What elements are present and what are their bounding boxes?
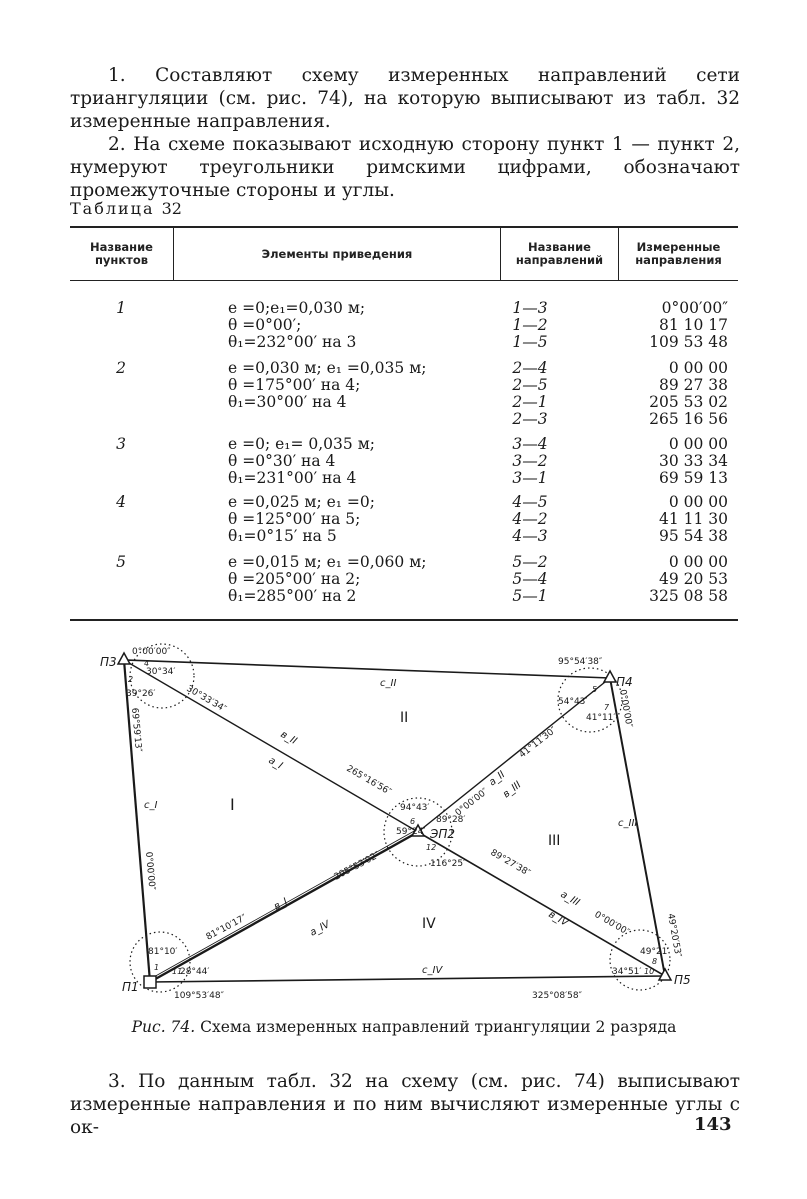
row-element: e =0;e₁=0,030 м;	[228, 299, 366, 317]
row-value: 30 33 34	[658, 452, 728, 470]
side-b4: в_IV	[546, 909, 570, 929]
row-direction: 1—3	[512, 299, 548, 317]
row-element: θ₁=30°00′ на 4	[228, 393, 347, 411]
dir-p4-mid: 41°11′30″	[517, 725, 559, 761]
row-direction: 4—2	[512, 510, 548, 528]
row-direction: 3—4	[512, 435, 548, 453]
dir-p4-zero: 0°00′00″	[617, 688, 634, 729]
row-point: 2	[116, 359, 126, 377]
row-element: θ₁=0°15′ на 5	[228, 527, 337, 545]
side-b3: в_III	[501, 779, 524, 801]
angle-12: 49°21′	[640, 947, 670, 957]
row-value: 265 16 56	[649, 410, 728, 428]
paragraph-1: 1. Составляют схему измеренных направлений сети триангуляции (см. рис. 74), на которую выписывают из табл. 32 измеренные направления.	[70, 65, 740, 132]
row-element: θ₁=232°00′ на 3	[228, 333, 357, 351]
table-32	[70, 226, 738, 620]
row-element: θ =175°00′ на 4;	[228, 376, 361, 394]
row-point: 3	[116, 435, 126, 453]
row-point: 1	[116, 299, 126, 317]
label-p3: П3	[100, 655, 117, 669]
dir-c-to3: 265°16′56″	[344, 763, 393, 798]
row-value: 109 53 48	[649, 333, 728, 351]
dir-p4-top: 95°54′38″	[558, 657, 603, 667]
side-a3: a_III	[558, 889, 582, 909]
row-value: 95 54 38	[658, 527, 728, 545]
row-direction: 2—5	[512, 376, 548, 394]
row-element: e =0; e₁= 0,035 м;	[228, 435, 375, 453]
row-direction: 3—1	[512, 469, 548, 487]
angle-5: 41°11′	[586, 713, 616, 723]
row-value: 205 53 02	[649, 393, 728, 411]
row-element: e =0,025 м; e₁ =0;	[228, 493, 375, 511]
angle-num: 2	[128, 675, 134, 684]
row-value: 0 00 00	[668, 359, 728, 377]
row-value: 0 00 00	[668, 493, 728, 511]
label-p5: П5	[674, 973, 691, 987]
row-element: θ₁=285°00′ на 2	[228, 587, 357, 605]
angle-6: 94°43′	[400, 803, 430, 813]
row-value: 49 20 53	[658, 570, 728, 588]
row-direction: 2—1	[512, 393, 548, 411]
angle-11: 28°44′	[180, 967, 210, 977]
row-direction: 5—1	[512, 587, 548, 605]
angle-num: 8	[652, 957, 658, 966]
header-elements: Элементы приведения	[261, 247, 413, 261]
row-direction: 5—4	[512, 570, 548, 588]
row-direction: 2—4	[512, 359, 548, 377]
angle-num: 7	[604, 703, 610, 712]
side-b2: в_II	[278, 729, 299, 747]
angle-4: 54°43′	[558, 697, 588, 707]
angle-3: 30°34′	[146, 667, 176, 677]
row-element: θ =125°00′ на 5;	[228, 510, 361, 528]
angle-9: 116°25′	[430, 859, 466, 869]
side-b1: в_I	[272, 896, 290, 913]
row-element: θ =205°00′ на 2;	[228, 570, 361, 588]
dir-p5-zero: 0°00′00″	[592, 909, 631, 938]
dir-p1-mid: 81°10′17″	[204, 913, 249, 943]
angle-1: 81°10′	[148, 947, 178, 957]
side-c2: c_II	[380, 678, 397, 689]
angle-num: 4	[144, 659, 150, 668]
row-value: 0 00 00	[668, 553, 728, 571]
dir-p5-mid: 49°20′53″	[665, 912, 683, 959]
row-element: θ =0°00′;	[228, 316, 302, 334]
angle-num: 6	[410, 817, 416, 826]
angle-2: 39°26′	[126, 689, 156, 699]
side-a4: a_IV	[308, 919, 332, 939]
triangle-3: III	[548, 833, 561, 849]
row-direction: 3—2	[512, 452, 548, 470]
dir-p3-mid: 30°33′34″	[184, 683, 228, 715]
row-direction: 4—3	[512, 527, 548, 545]
row-value: 89 27 38	[658, 376, 728, 394]
triangulation-diagram	[100, 640, 740, 1010]
dir-p3-left: 69°59′13″	[129, 707, 143, 753]
label-center: ЭП2	[430, 827, 456, 841]
angle-10: 34°51′	[612, 967, 642, 977]
paragraph-2: 2. На схеме показывают исходную сторону пункт 1 — пункт 2, нумеруют треугольники римскими цифрами, обозначают промежуточные стороны и углы.	[70, 134, 740, 201]
row-value: 0°00′00″	[661, 299, 728, 317]
row-value: 81 10 17	[658, 316, 728, 334]
angle-num: 11	[172, 967, 183, 976]
dir-c-to4: 0°00′00″	[453, 786, 491, 819]
angle-8: 89°28′	[436, 815, 466, 825]
row-value: 69 59 13	[658, 469, 728, 487]
angle-num: 12	[426, 843, 437, 852]
side-a1: a_I	[266, 755, 285, 772]
angle-num: 10	[644, 967, 655, 976]
row-value: 325 08 58	[649, 587, 728, 605]
row-direction: 1—5	[512, 333, 548, 351]
row-point: 5	[116, 553, 126, 571]
triangle-4: IV	[422, 916, 436, 932]
row-value: 0 00 00	[668, 435, 728, 453]
dir-p5-bottom: 325°08′58″	[532, 991, 582, 1001]
label-p4: П4	[616, 675, 633, 689]
side-c4: c_IV	[422, 965, 443, 976]
triangle-2: II	[400, 710, 409, 726]
side-c3: c_III	[618, 818, 638, 829]
header-measured: Измеренные направления	[635, 240, 722, 267]
dir-c-to1: 205°53′02″	[332, 850, 382, 883]
row-direction: 5—2	[512, 553, 548, 571]
angle-7: 59°24′	[396, 827, 426, 837]
row-value: 41 11 30	[658, 510, 728, 528]
row-element: θ =0°30′ на 4	[228, 452, 336, 470]
row-element: θ₁=231°00′ на 4	[228, 469, 357, 487]
angle-num: 5	[592, 685, 598, 694]
angle-num: 1	[154, 963, 160, 972]
paragraph-3: 3. По данным табл. 32 на схему (см. рис. 74) выписывают измеренные направления и по ним вычисляют измеренные углы с ок-	[70, 1071, 740, 1138]
dir-p1-bottom: 109°53′48″	[174, 991, 224, 1001]
row-direction: 4—5	[512, 493, 548, 511]
side-c1: c_I	[144, 800, 158, 811]
row-point: 4	[116, 493, 126, 511]
header-point: Название пунктов	[90, 240, 153, 267]
row-direction: 2—3	[512, 410, 548, 428]
page-number: 143	[694, 1114, 732, 1135]
dir-p1-zero: 0°00′00″	[143, 851, 157, 891]
row-element: e =0,015 м; e₁ =0,060 м;	[228, 553, 427, 571]
figure-caption: Рис. 74. Схема измеренных направлений триангуляции 2 разряда	[131, 1018, 677, 1036]
side-a2: a_II	[487, 769, 508, 789]
dir-p3-zero: 0°00′00″	[132, 647, 171, 657]
triangle-1: I	[230, 795, 235, 814]
row-element: e =0,030 м; e₁ =0,035 м;	[228, 359, 427, 377]
dir-c-to5: 89°27′38″	[488, 847, 532, 879]
label-p1: П1	[122, 980, 139, 994]
table-caption: Таблица 32	[70, 199, 182, 218]
header-direction: Название направлений	[515, 240, 604, 267]
row-direction: 1—2	[512, 316, 548, 334]
